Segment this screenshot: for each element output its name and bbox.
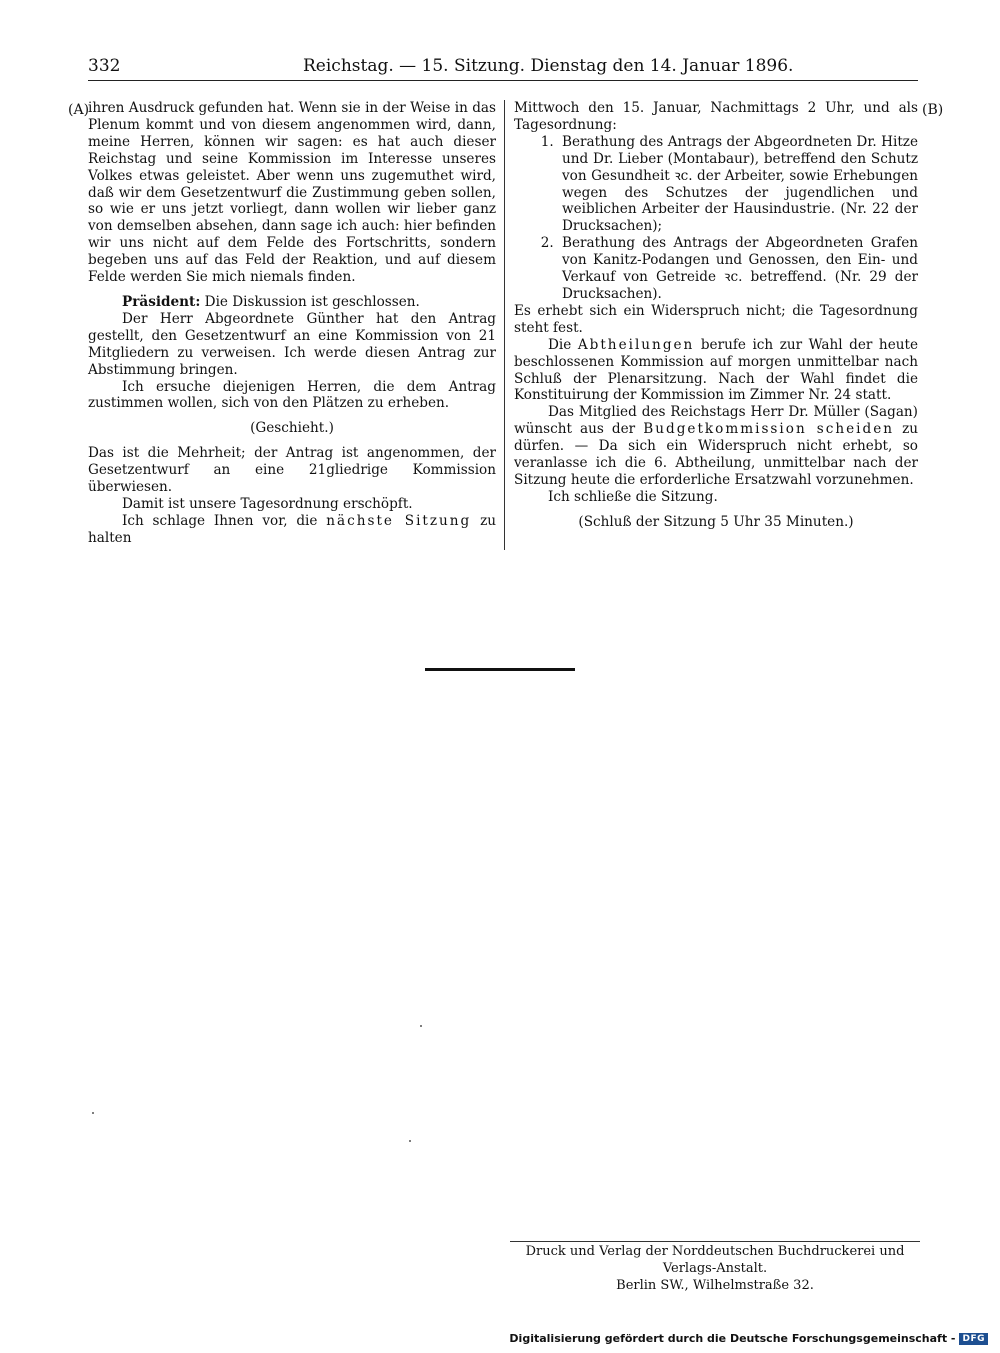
dfg-logo-icon: DFG: [959, 1333, 988, 1345]
speech-text: Die Diskussion ist geschlossen.: [200, 293, 420, 310]
spaced-text: Abtheilungen: [577, 336, 695, 353]
paragraph: Der Herr Abgeordnete Günther hat den Antrag gestellt, den Gesetzentwurf an eine Kommission von 21 Mitgliedern zu verweisen. Ich werde diesen Antrag zur Abstimmung bringen.: [88, 310, 496, 378]
paragraph: [88, 513, 496, 547]
page-header: [88, 56, 918, 82]
speaker-name: Präsident:: [122, 293, 201, 310]
paragraph: Ich schließe die Sitzung.: [548, 488, 718, 505]
text-run: zu dürfen. — Da sich ein Widerspruch nicht erhebt, so veranlasse ich die 6. Abtheilung, unmittelbar nach der Sitzung heute die erforderliche Ersatzwahl vorzunehmen.: [514, 421, 919, 488]
running-head: Reichstag. — 15. Sitzung. Dienstag den 14. Januar 1896.: [303, 56, 794, 76]
imprint-line: Druck und Verlag der Norddeutschen Buchdruckerei und Verlags-Anstalt.: [525, 1244, 905, 1276]
header-rule: [88, 80, 918, 81]
imprint: [510, 1243, 920, 1294]
page-number: 332: [88, 56, 121, 76]
print-speck: [409, 1140, 411, 1142]
paragraph: Damit ist unsere Tagesordnung erschöpft.: [122, 495, 413, 512]
paragraph-president: [88, 294, 496, 311]
text-run: Ich schlage Ihnen vor, die: [122, 512, 327, 529]
stage-direction: (Geschieht.): [250, 420, 334, 437]
print-speck: [420, 1025, 422, 1027]
agenda-item: 1. Berathung des Antrags der Abgeordneten Dr. Hitze und Dr. Lieber (Montabaur), betreffend den Schutz von Gesundheit ꝛc. der Arbeiter, sowie Erhebungen wegen des Schutzes der jugendlichen und weiblichen Arbeiter der Hausindustrie. (Nr. 22 der Drucksachen);: [558, 134, 918, 235]
end-rule: [425, 668, 575, 671]
spaced-text: Budgetkommission scheiden: [643, 421, 895, 438]
left-column: [88, 100, 496, 547]
paragraph: ihren Ausdruck gefunden hat. Wenn sie in der Weise in das Plenum kommt und von diesem angenommen wird, dann, meine Herren, können wir sagen: es hat auch dieser Reichstag und seine Kommission im Interesse unseres Volkes etwas geleistet. Aber wenn uns zugemuthet wird, daß wir dem Gesetzentwurf die Zustimmung geben sollen, so wie er uns jetzt vorliegt, dann wollen wir lieber ganz von demselben absehen, dann sage ich auch: hier befinden wir uns nicht auf dem Felde des Fortschritts, sondern begeben uns auf das Feld der Reaktion, und auf diesem Felde werden Sie mich niemals finden.: [88, 100, 496, 286]
paragraph: [514, 404, 918, 489]
agenda-item: 2. Berathung des Antrags der Abgeordneten Grafen von Kanitz-Podangen und Genossen, den Ein- und Verkauf von Getreide ꝛc. betreffend. (Nr. 29 der Drucksachen).: [558, 235, 918, 303]
paragraph: Ich ersuche diejenigen Herren, die dem Antrag zustimmen wollen, sich von den Plätzen zu erheben.: [88, 378, 496, 412]
text-run: Das Mitglied des Reichstags Herr Dr. Müller (Sagan) wünscht aus der: [514, 404, 918, 438]
right-column: [514, 100, 918, 531]
print-speck: [92, 1112, 94, 1114]
credit-text: Digitalisierung gefördert durch die Deutsche Forschungsgemeinschaft -: [509, 1332, 956, 1345]
margin-mark-a: (A): [68, 102, 90, 118]
paragraph: Es erhebt sich ein Widerspruch nicht; die Tagesordnung steht fest.: [514, 302, 918, 336]
paragraph: [514, 337, 918, 405]
digitization-credit: [509, 1332, 988, 1345]
margin-mark-b: (B): [922, 102, 944, 118]
column-divider: [504, 100, 505, 550]
imprint-rule: [510, 1241, 920, 1242]
spaced-text: nächste Sitzung: [326, 512, 472, 529]
paragraph: Das ist die Mehrheit; der Antrag ist angenommen, der Gesetzentwurf an eine 21gliedrige Kommission überwiesen.: [88, 445, 496, 496]
paragraph: Mittwoch den 15. Januar, Nachmittags 2 Uhr, und als Tagesordnung:: [514, 100, 918, 133]
text-run: Die: [548, 336, 578, 353]
text-run: berufe ich zur Wahl der heute beschlossenen Kommission auf morgen unmittelbar nach Schluß der Plenarsitzung. Nach der Wahl findet die Konstituirung der Kommission im Zimmer Nr. 24 statt.: [514, 336, 918, 404]
text-run: zu halten: [88, 512, 496, 546]
closing-note: (Schluß der Sitzung 5 Uhr 35 Minuten.): [578, 513, 854, 530]
agenda-list: [514, 134, 918, 303]
imprint-line: Berlin SW., Wilhelmstraße 32.: [616, 1278, 814, 1293]
